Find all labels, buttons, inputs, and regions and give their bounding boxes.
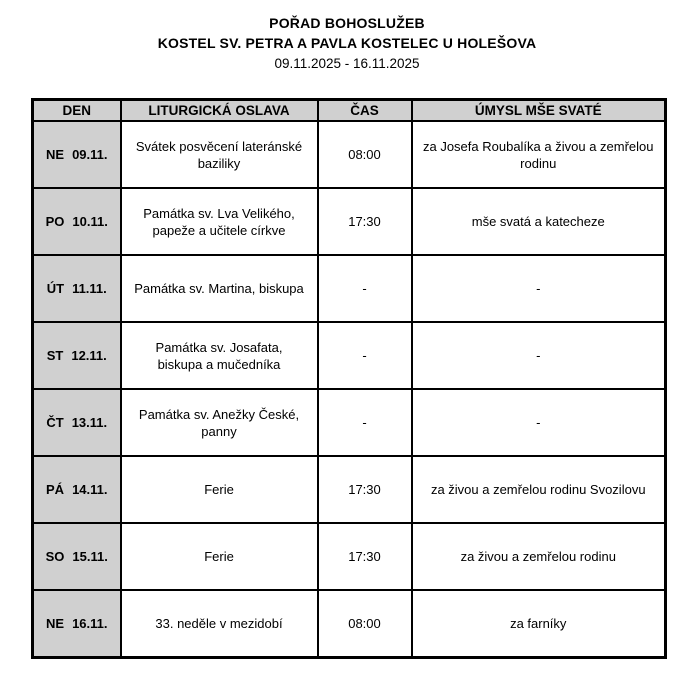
- feast-cell: Památka sv. Josafata, biskupa a mučedníka: [121, 322, 318, 389]
- day-cell: [33, 322, 121, 389]
- feast-cell: Památka sv. Martina, biskupa: [121, 255, 318, 322]
- day-abbr: ÚT: [46, 281, 65, 296]
- day-date: 15.11.: [72, 549, 108, 564]
- intention-cell: za farníky: [412, 590, 666, 657]
- table-row: [33, 456, 666, 523]
- intention-cell: -: [412, 389, 666, 456]
- table-row: [33, 523, 666, 590]
- day-abbr: NE: [46, 147, 65, 162]
- page-title: POŘAD BOHOSLUŽEB: [269, 15, 425, 31]
- feast-cell: 33. neděle v mezidobí: [121, 590, 318, 657]
- day-cell: [33, 121, 121, 188]
- table-row: [33, 322, 666, 389]
- time-cell: -: [318, 389, 412, 456]
- intention-cell: -: [412, 322, 666, 389]
- day-cell: [33, 188, 121, 255]
- day-abbr: PO: [45, 214, 65, 229]
- day-abbr: SO: [45, 549, 65, 564]
- time-cell: 08:00: [318, 121, 412, 188]
- date-range: 09.11.2025 - 16.11.2025: [274, 56, 420, 71]
- table-row: [33, 188, 666, 255]
- time-cell: -: [318, 322, 412, 389]
- table-header-row: [33, 100, 666, 122]
- feast-cell: Svátek posvěcení lateránské baziliky: [121, 121, 318, 188]
- table-row: [33, 590, 666, 657]
- day-abbr: ČT: [46, 415, 64, 430]
- column-header-feast: LITURGICKÁ OSLAVA: [121, 100, 318, 122]
- table-row: [33, 121, 666, 188]
- feast-cell: Památka sv. Lva Velikého, papeže a učitele církve: [121, 188, 318, 255]
- schedule-table: [31, 98, 667, 659]
- day-cell: [33, 590, 121, 657]
- day-abbr: NE: [46, 615, 65, 631]
- day-cell: [33, 255, 121, 322]
- time-cell: 17:30: [318, 456, 412, 523]
- intention-cell: za živou a zemřelou rodinu: [412, 523, 666, 590]
- column-header-intention: ÚMYSL MŠE SVATÉ: [412, 100, 666, 122]
- intention-cell: -: [412, 255, 666, 322]
- time-cell: 17:30: [318, 523, 412, 590]
- intention-cell: mše svatá a katecheze: [412, 188, 666, 255]
- time-cell: 17:30: [318, 188, 412, 255]
- day-abbr: PÁ: [46, 482, 65, 497]
- day-date: 14.11.: [72, 482, 108, 497]
- column-header-day: DEN: [33, 100, 121, 122]
- feast-cell: Ferie: [121, 523, 318, 590]
- day-date: 10.11.: [72, 214, 108, 229]
- table-row: [33, 389, 666, 456]
- church-name: KOSTEL SV. PETRA A PAVLA KOSTELEC U HOLEŠOVA: [157, 35, 537, 51]
- day-date: 13.11.: [71, 415, 108, 430]
- intention-cell: za Josefa Roubalíka a živou a zemřelou rodinu: [412, 121, 666, 188]
- time-cell: 08:00: [318, 590, 412, 657]
- day-cell: [33, 523, 121, 590]
- feast-cell: Ferie: [121, 456, 318, 523]
- day-date: 16.11.: [72, 615, 108, 631]
- day-date: 11.11.: [72, 281, 107, 296]
- day-date: 12.11.: [71, 348, 107, 363]
- column-header-time: ČAS: [318, 100, 412, 122]
- day-abbr: ST: [46, 348, 64, 363]
- feast-cell: Památka sv. Anežky České, panny: [121, 389, 318, 456]
- table-row: [33, 255, 666, 322]
- title-block: [0, 13, 694, 74]
- time-cell: -: [318, 255, 412, 322]
- intention-cell: za živou a zemřelou rodinu Svozilovu: [412, 456, 666, 523]
- day-date: 09.11.: [72, 147, 108, 162]
- day-cell: [33, 389, 121, 456]
- day-cell: [33, 456, 121, 523]
